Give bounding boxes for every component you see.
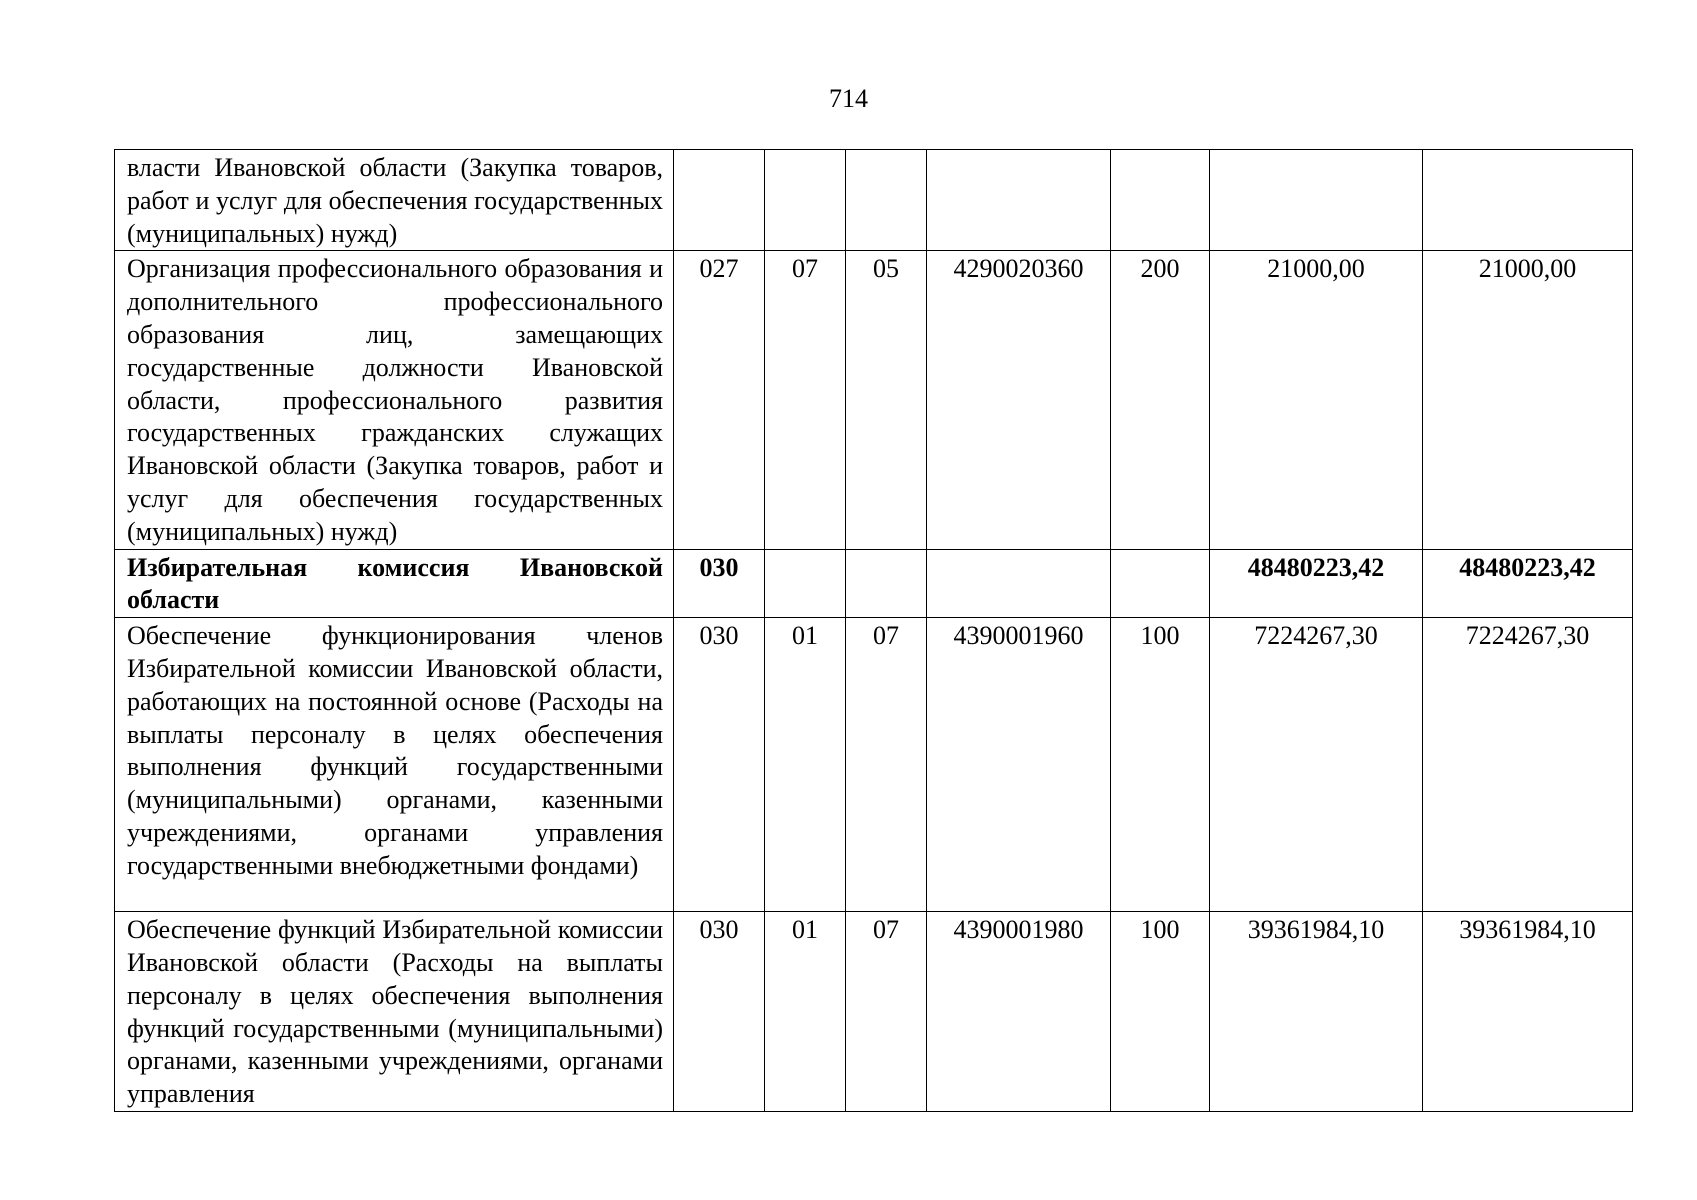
target-article-code: 4390001960	[927, 618, 1111, 912]
target-article-code	[927, 150, 1111, 251]
expense-type-code: 100	[1111, 618, 1210, 912]
section-code: 01	[765, 912, 846, 1112]
amount-first-year: 7224267,30	[1210, 618, 1423, 912]
section-code: 07	[765, 251, 846, 549]
amount-first-year: 21000,00	[1210, 251, 1423, 549]
target-article-code: 4290020360	[927, 251, 1111, 549]
ministry-code: 027	[674, 251, 765, 549]
table-row	[115, 251, 1633, 549]
expense-type-code	[1111, 150, 1210, 251]
amount-second-year: 7224267,30	[1423, 618, 1633, 912]
row-description: Избирательная комиссия Ивановской области	[115, 549, 674, 618]
row-description: Организация профессионального образования и дополнительного профессионального образования лиц, замещающих государственные должности Ивановской области, профессионального развития государственных гражданских служащих Ивановской области (Закупка товаров, работ и услуг для обеспечения государственных (муниципальных) нужд)	[115, 251, 674, 549]
subsection-code: 05	[846, 251, 927, 549]
row-description: Обеспечение функционирования членов Избирательной комиссии Ивановской области, работающих на постоянной основе (Расходы на выплаты персоналу в целях обеспечения выполнения функций государственными (муниципальными) органами, казенными учреждениями, органами управления государственными внебюджетными фондами)	[115, 618, 674, 912]
table-row	[115, 150, 1633, 251]
amount-first-year: 48480223,42	[1210, 549, 1423, 618]
table-row	[115, 549, 1633, 618]
subsection-code: 07	[846, 618, 927, 912]
expense-type-code: 200	[1111, 251, 1210, 549]
target-article-code	[927, 549, 1111, 618]
page-number: 714	[829, 84, 868, 113]
amount-second-year	[1423, 150, 1633, 251]
expense-type-code: 100	[1111, 912, 1210, 1112]
amount-second-year: 48480223,42	[1423, 549, 1633, 618]
row-description: Обеспечение функций Избирательной комиссии Ивановской области (Расходы на выплаты персоналу в целях обеспечения выполнения функций государственными (муниципальными) органами, казенными учреждениями, органами управления	[115, 912, 674, 1112]
expense-type-code	[1111, 549, 1210, 618]
subsection-code	[846, 150, 927, 251]
ministry-code: 030	[674, 618, 765, 912]
amount-second-year: 39361984,10	[1423, 912, 1633, 1112]
target-article-code: 4390001980	[927, 912, 1111, 1112]
section-code	[765, 549, 846, 618]
budget-table	[114, 149, 1633, 1112]
table-row	[115, 618, 1633, 912]
amount-first-year	[1210, 150, 1423, 251]
subsection-code: 07	[846, 912, 927, 1112]
row-description: власти Ивановской области (Закупка товаров, работ и услуг для обеспечения государственных (муниципальных) нужд)	[115, 150, 674, 251]
table-row	[115, 912, 1633, 1112]
section-code: 01	[765, 618, 846, 912]
amount-first-year: 39361984,10	[1210, 912, 1423, 1112]
ministry-code	[674, 150, 765, 251]
section-code	[765, 150, 846, 251]
ministry-code: 030	[674, 549, 765, 618]
ministry-code: 030	[674, 912, 765, 1112]
subsection-code	[846, 549, 927, 618]
amount-second-year: 21000,00	[1423, 251, 1633, 549]
